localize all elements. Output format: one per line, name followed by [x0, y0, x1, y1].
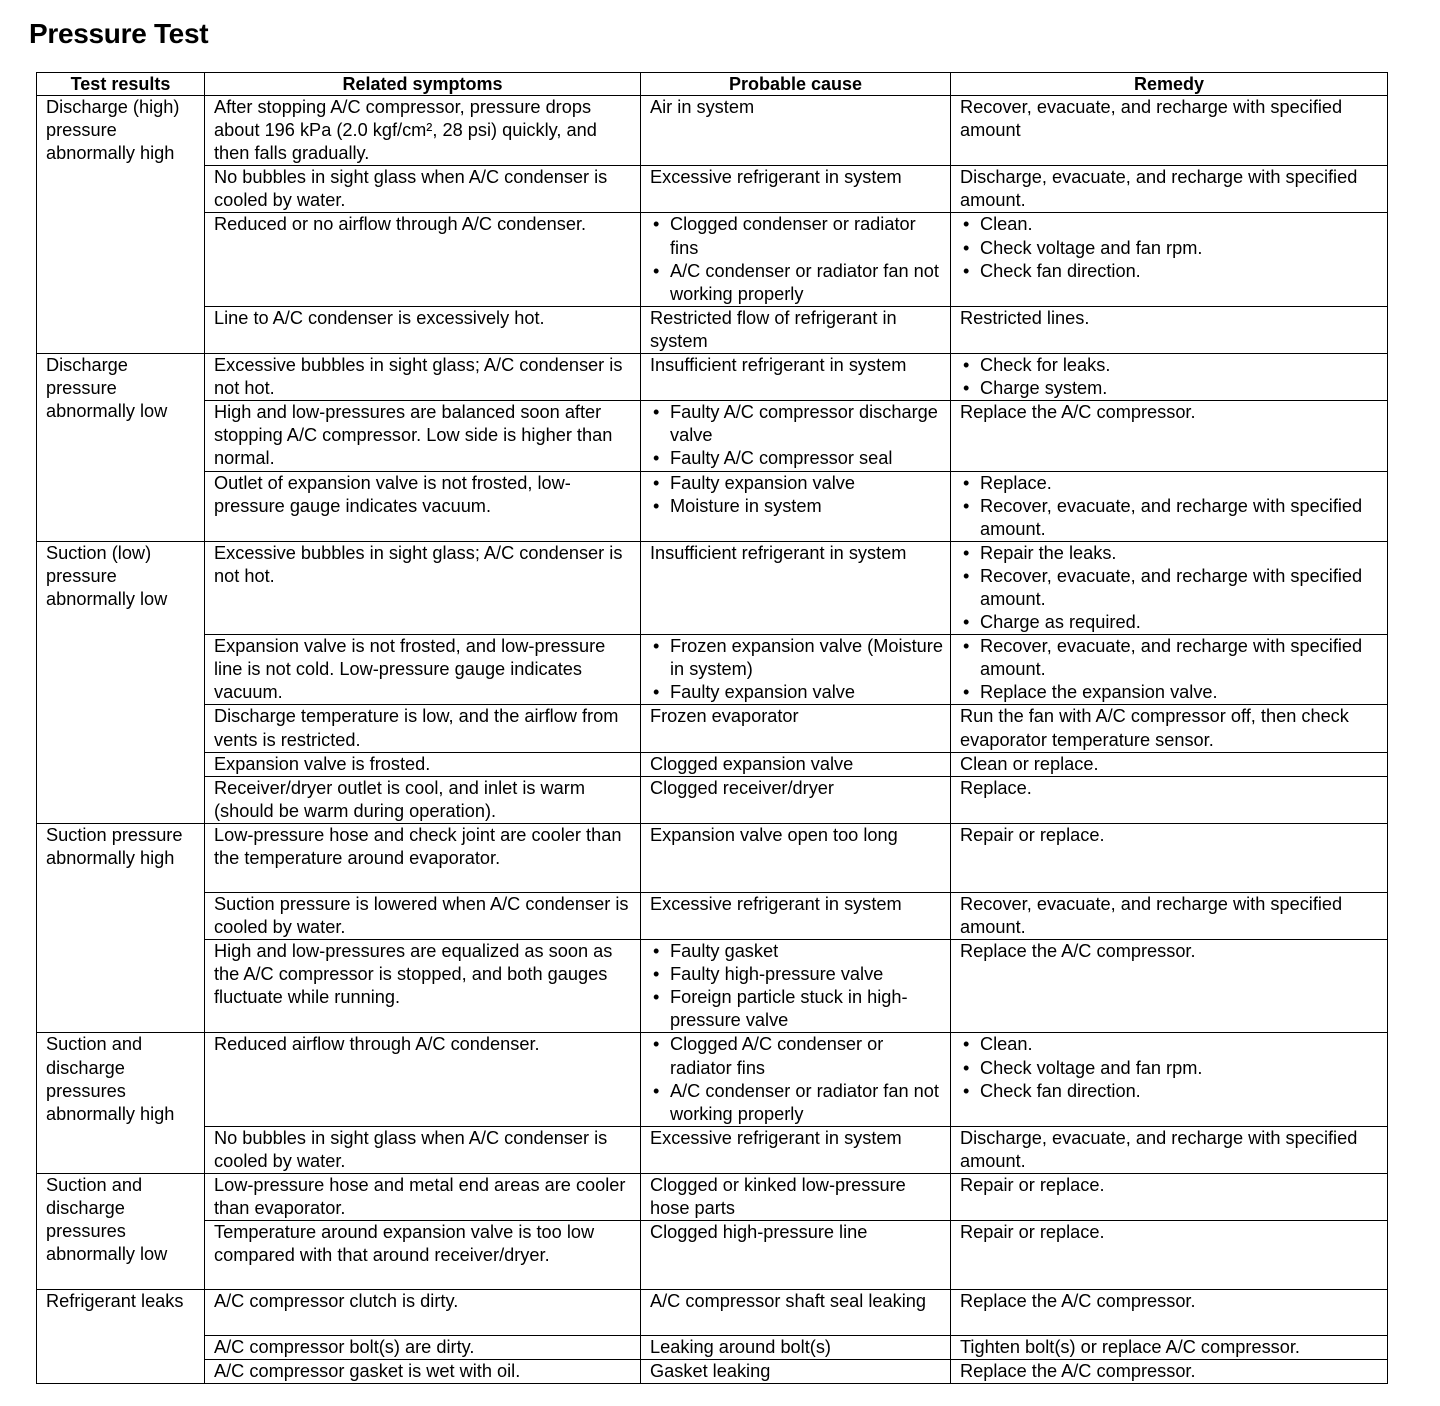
cause-cell: Clogged expansion valve	[641, 752, 951, 776]
remedy-item: • Clean.	[960, 1033, 1381, 1056]
symptom-cell: High and low-pressures are equalized as soon as the A/C compressor is stopped, and both gauges fluctuate while running.	[205, 940, 641, 1033]
symptom-cell: No bubbles in sight glass when A/C condenser is cooled by water.	[205, 1126, 641, 1173]
symptom-cell: After stopping A/C compressor, pressure drops about 196 kPa (2.0 kgf/cm², 28 psi) quickly, and then falls gradually.	[205, 96, 641, 166]
table-row	[37, 1174, 1388, 1221]
remedy-item: • Charge as required.	[960, 611, 1381, 634]
remedy-cell: Replace.	[951, 776, 1388, 823]
cause-cell: Clogged high-pressure line	[641, 1221, 951, 1290]
remedy-cell: Run the fan with A/C compressor off, then check evaporator temperature sensor.	[951, 705, 1388, 752]
table-row	[37, 96, 1388, 166]
table-row	[37, 892, 1388, 939]
cause-cell	[641, 635, 951, 705]
table-row	[37, 1221, 1388, 1290]
remedy-cell	[951, 1033, 1388, 1126]
cause-cell: Clogged receiver/dryer	[641, 776, 951, 823]
remedy-cell: Tighten bolt(s) or replace A/C compressor.	[951, 1336, 1388, 1360]
test-result-cell: Discharge (high) pressure abnormally high	[37, 96, 205, 354]
remedy-cell	[951, 471, 1388, 541]
table-row	[37, 1033, 1388, 1126]
cause-item: • Faulty A/C compressor seal	[650, 447, 944, 470]
cause-cell: Expansion valve open too long	[641, 823, 951, 892]
cause-cell	[641, 940, 951, 1033]
table-row	[37, 776, 1388, 823]
remedy-item: • Replace.	[960, 472, 1381, 495]
table-row	[37, 823, 1388, 892]
cause-item: • Faulty gasket	[650, 940, 944, 963]
remedy-item: • Check voltage and fan rpm.	[960, 1057, 1381, 1080]
cause-item: • Frozen expansion valve (Moisture in system)	[650, 635, 944, 681]
remedy-cell: Recover, evacuate, and recharge with specified amount	[951, 96, 1388, 166]
test-result-cell: Suction (low) pressure abnormally low	[37, 541, 205, 823]
cause-cell	[641, 401, 951, 471]
remedy-item: • Clean.	[960, 213, 1381, 236]
test-result-cell: Suction pressure abnormally high	[37, 823, 205, 1033]
table-row	[37, 401, 1388, 471]
symptom-cell: Reduced or no airflow through A/C condenser.	[205, 213, 641, 306]
symptom-cell: Temperature around expansion valve is too low compared with that around receiver/dryer.	[205, 1221, 641, 1290]
remedy-cell: Replace the A/C compressor.	[951, 940, 1388, 1033]
cause-cell	[641, 471, 951, 541]
cause-item: • A/C condenser or radiator fan not working properly	[650, 1080, 944, 1126]
symptom-cell: Low-pressure hose and metal end areas are cooler than evaporator.	[205, 1174, 641, 1221]
cause-cell: Leaking around bolt(s)	[641, 1336, 951, 1360]
table-row	[37, 752, 1388, 776]
symptom-cell: Outlet of expansion valve is not frosted, low-pressure gauge indicates vacuum.	[205, 471, 641, 541]
cause-item: • Faulty high-pressure valve	[650, 963, 944, 986]
cause-cell: Restricted flow of refrigerant in system	[641, 306, 951, 353]
cause-item: • Faulty expansion valve	[650, 472, 944, 495]
cause-cell: Excessive refrigerant in system	[641, 1126, 951, 1173]
remedy-cell: Repair or replace.	[951, 823, 1388, 892]
remedy-list	[960, 635, 1381, 704]
cause-cell: Gasket leaking	[641, 1360, 951, 1384]
remedy-cell: Discharge, evacuate, and recharge with specified amount.	[951, 166, 1388, 213]
symptom-cell: A/C compressor gasket is wet with oil.	[205, 1360, 641, 1384]
table-row	[37, 1126, 1388, 1173]
remedy-item: • Recover, evacuate, and recharge with specified amount.	[960, 495, 1381, 541]
symptom-cell: Expansion valve is frosted.	[205, 752, 641, 776]
symptom-cell: A/C compressor clutch is dirty.	[205, 1290, 641, 1336]
remedy-list	[960, 1033, 1381, 1102]
remedy-item: • Charge system.	[960, 377, 1381, 400]
column-header-remedy: Remedy	[951, 73, 1388, 96]
symptom-cell: Receiver/dryer outlet is cool, and inlet is warm (should be warm during operation).	[205, 776, 641, 823]
remedy-cell	[951, 635, 1388, 705]
test-result-cell: Discharge pressure abnormally low	[37, 354, 205, 542]
table-row	[37, 705, 1388, 752]
column-header-test-results: Test results	[37, 73, 205, 96]
pressure-test-table	[36, 72, 1388, 1384]
cause-cell	[641, 1033, 951, 1126]
cause-item: • Foreign particle stuck in high-pressure valve	[650, 986, 944, 1032]
symptom-cell: Expansion valve is not frosted, and low-pressure line is not cold. Low-pressure gauge indicates vacuum.	[205, 635, 641, 705]
cause-list	[650, 401, 944, 470]
test-result-cell: Refrigerant leaks	[37, 1290, 205, 1384]
remedy-item: • Recover, evacuate, and recharge with specified amount.	[960, 565, 1381, 611]
cause-item: • Clogged condenser or radiator fins	[650, 213, 944, 259]
cause-cell: A/C compressor shaft seal leaking	[641, 1290, 951, 1336]
cause-cell: Excessive refrigerant in system	[641, 892, 951, 939]
remedy-cell: Repair or replace.	[951, 1174, 1388, 1221]
cause-item: • Faulty expansion valve	[650, 681, 944, 704]
remedy-item: • Replace the expansion valve.	[960, 681, 1381, 704]
symptom-cell: Reduced airflow through A/C condenser.	[205, 1033, 641, 1126]
table-row	[37, 471, 1388, 541]
symptom-cell: Line to A/C condenser is excessively hot.	[205, 306, 641, 353]
table-row	[37, 1336, 1388, 1360]
remedy-cell: Discharge, evacuate, and recharge with specified amount.	[951, 1126, 1388, 1173]
test-result-cell: Suction and discharge pressures abnormally low	[37, 1174, 205, 1290]
remedy-cell	[951, 354, 1388, 401]
cause-list	[650, 1033, 944, 1125]
page-title: Pressure Test	[29, 18, 209, 49]
remedy-list	[960, 354, 1381, 400]
remedy-cell: Repair or replace.	[951, 1221, 1388, 1290]
remedy-item: • Repair the leaks.	[960, 542, 1381, 565]
remedy-cell: Clean or replace.	[951, 752, 1388, 776]
table-row	[37, 306, 1388, 353]
remedy-item: • Check fan direction.	[960, 260, 1381, 283]
cause-item: • Moisture in system	[650, 495, 944, 518]
remedy-cell: Replace the A/C compressor.	[951, 401, 1388, 471]
remedy-list	[960, 213, 1381, 282]
cause-cell: Insufficient refrigerant in system	[641, 541, 951, 634]
cause-item: • A/C condenser or radiator fan not working properly	[650, 260, 944, 306]
cause-list	[650, 213, 944, 305]
test-result-cell: Suction and discharge pressures abnormally high	[37, 1033, 205, 1174]
symptom-cell: Suction pressure is lowered when A/C condenser is cooled by water.	[205, 892, 641, 939]
cause-cell: Clogged or kinked low-pressure hose parts	[641, 1174, 951, 1221]
table-row	[37, 354, 1388, 401]
cause-cell	[641, 213, 951, 306]
table-row	[37, 213, 1388, 306]
column-header-related-symptoms: Related symptoms	[205, 73, 641, 96]
remedy-list	[960, 472, 1381, 541]
cause-item: • Clogged A/C condenser or radiator fins	[650, 1033, 944, 1079]
column-header-probable-cause: Probable cause	[641, 73, 951, 96]
symptom-cell: A/C compressor bolt(s) are dirty.	[205, 1336, 641, 1360]
remedy-cell	[951, 213, 1388, 306]
cause-list	[650, 472, 944, 518]
table-row	[37, 541, 1388, 634]
remedy-item: • Check for leaks.	[960, 354, 1381, 377]
table-row	[37, 1360, 1388, 1384]
symptom-cell: Discharge temperature is low, and the airflow from vents is restricted.	[205, 705, 641, 752]
remedy-cell: Recover, evacuate, and recharge with specified amount.	[951, 892, 1388, 939]
table-row	[37, 940, 1388, 1033]
cause-cell: Insufficient refrigerant in system	[641, 354, 951, 401]
remedy-cell: Replace the A/C compressor.	[951, 1360, 1388, 1384]
remedy-cell: Restricted lines.	[951, 306, 1388, 353]
cause-cell: Frozen evaporator	[641, 705, 951, 752]
cause-list	[650, 940, 944, 1032]
remedy-cell: Replace the A/C compressor.	[951, 1290, 1388, 1336]
cause-cell: Air in system	[641, 96, 951, 166]
remedy-item: • Recover, evacuate, and recharge with specified amount.	[960, 635, 1381, 681]
symptom-cell: High and low-pressures are balanced soon after stopping A/C compressor. Low side is higher than normal.	[205, 401, 641, 471]
symptom-cell: Excessive bubbles in sight glass; A/C condenser is not hot.	[205, 354, 641, 401]
table-header-row	[37, 73, 1388, 96]
remedy-item: • Check voltage and fan rpm.	[960, 237, 1381, 260]
table-row	[37, 635, 1388, 705]
symptom-cell: No bubbles in sight glass when A/C condenser is cooled by water.	[205, 166, 641, 213]
remedy-cell	[951, 541, 1388, 634]
symptom-cell: Low-pressure hose and check joint are cooler than the temperature around evaporator.	[205, 823, 641, 892]
table-row	[37, 166, 1388, 213]
symptom-cell: Excessive bubbles in sight glass; A/C condenser is not hot.	[205, 541, 641, 634]
cause-item: • Faulty A/C compressor discharge valve	[650, 401, 944, 447]
cause-list	[650, 635, 944, 704]
remedy-item: • Check fan direction.	[960, 1080, 1381, 1103]
remedy-list	[960, 542, 1381, 634]
table-row	[37, 1290, 1388, 1336]
cause-cell: Excessive refrigerant in system	[641, 166, 951, 213]
